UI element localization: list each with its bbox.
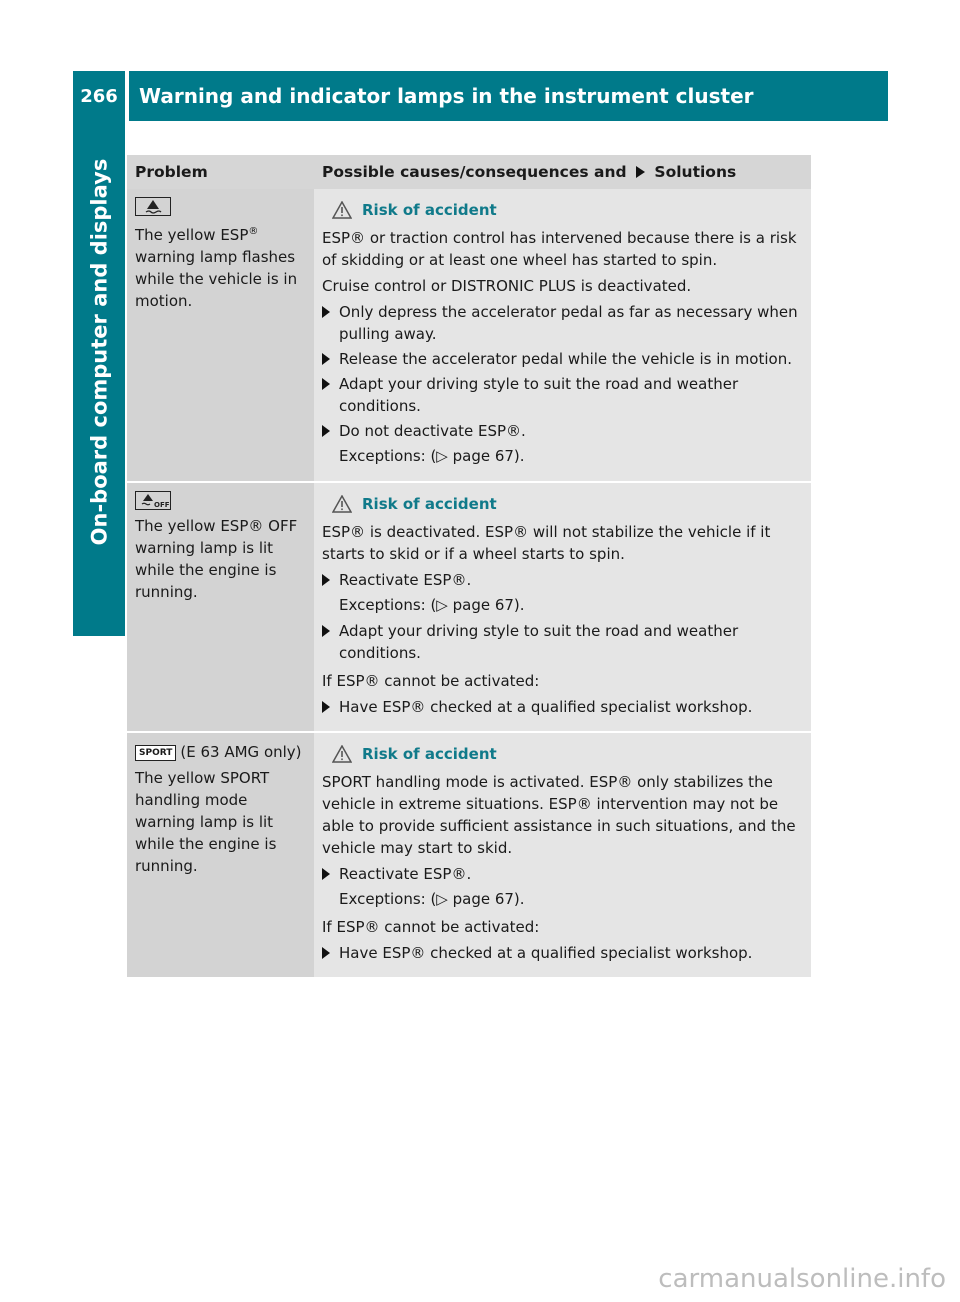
bullet-arrow-icon (322, 425, 330, 437)
warning-lamp-table (127, 155, 811, 977)
warning-triangle-icon (332, 201, 352, 219)
page-number: 266 (73, 71, 125, 121)
sport-lamp-icon: SPORT (135, 745, 176, 761)
bullet-arrow-icon (322, 625, 330, 637)
bullet-arrow-icon (322, 868, 330, 880)
cause-text: ESP® or traction control has intervened because there is a risk of skidding or at least one wheel has started to spin. (322, 229, 797, 269)
side-tab (73, 121, 125, 583)
cause-text: SPORT handling mode is activated. ESP® only stabilizes the vehicle in extreme situations. ESP® intervention may not be able to provide sufficient assistance in such situations, and the vehicle may start to skid. (322, 773, 796, 857)
solution-cell (314, 189, 811, 482)
bullet-arrow-icon (322, 378, 330, 390)
header-solutions: Possible causes/consequences and Solutions (314, 155, 811, 189)
table-row (127, 482, 811, 732)
list-item: Reactivate ESP®. (322, 569, 803, 591)
page-reference[interactable]: Exceptions: (▷ page 67). (339, 596, 525, 614)
condition-text: If ESP® cannot be activated: (322, 918, 540, 936)
problem-text: The yellow ESP® warning lamp flashes while the vehicle is in motion. (135, 226, 298, 310)
page-reference[interactable]: Exceptions: (▷ page 67). (339, 890, 525, 908)
list-item: Reactivate ESP®. (322, 863, 803, 885)
warning-triangle-icon (332, 745, 352, 763)
bullet-arrow-icon (322, 574, 330, 586)
list-item: Adapt your driving style to suit the road and weather conditions. (322, 373, 803, 417)
solution-cell (314, 732, 811, 977)
risk-heading (322, 493, 803, 515)
list-item: Do not deactivate ESP®. (322, 420, 803, 442)
side-tab-label: On-board computer and displays (87, 158, 111, 546)
list-item: Release the accelerator pedal while the vehicle is in motion. (322, 348, 803, 370)
note-text: Cruise control or DISTRONIC PLUS is deactivated. (322, 277, 692, 295)
list-item: Have ESP® checked at a qualified specialist workshop. (322, 942, 803, 964)
condition-text: If ESP® cannot be activated: (322, 672, 540, 690)
warning-triangle-icon (332, 495, 352, 513)
footer-watermark: carmanualsonline.info (658, 1264, 946, 1294)
bullet-arrow-icon (322, 306, 330, 318)
problem-heading: SPORT (E 63 AMG only) (135, 741, 306, 763)
list-item: Only depress the accelerator pedal as far as necessary when pulling away. (322, 301, 803, 345)
bullet-arrow-icon (322, 947, 330, 959)
arrow-icon (636, 166, 645, 178)
bullet-arrow-icon (322, 701, 330, 713)
list-item: Adapt your driving style to suit the road and weather conditions. (322, 620, 803, 664)
side-tab-marker (73, 583, 125, 636)
risk-heading (322, 199, 803, 221)
problem-cell (127, 189, 314, 482)
page-reference[interactable]: Exceptions: (▷ page 67). (339, 447, 525, 465)
problem-text: The yellow SPORT handling mode warning lamp is lit while the engine is running. (135, 769, 277, 875)
svg-text:OFF: OFF (154, 501, 170, 509)
table-row (127, 189, 811, 482)
problem-cell (127, 482, 314, 732)
table-row (127, 732, 811, 977)
page-header-title: Warning and indicator lamps in the instrument cluster (129, 71, 888, 121)
problem-cell (127, 732, 314, 977)
risk-label: Risk of accident (362, 201, 497, 219)
bullet-arrow-icon (322, 353, 330, 365)
risk-label: Risk of accident (362, 495, 497, 513)
solution-cell (314, 482, 811, 732)
risk-label: Risk of accident (362, 745, 497, 763)
cause-text: ESP® is deactivated. ESP® will not stabilize the vehicle if it starts to skid or if a wheel starts to spin. (322, 523, 771, 563)
esp-warning-icon (135, 197, 171, 216)
esp-off-icon (135, 491, 171, 510)
risk-heading (322, 743, 803, 765)
problem-text: The yellow ESP® OFF warning lamp is lit while the engine is running. (135, 517, 298, 601)
list-item: Have ESP® checked at a qualified specialist workshop. (322, 696, 803, 718)
header-problem: Problem (127, 155, 314, 189)
